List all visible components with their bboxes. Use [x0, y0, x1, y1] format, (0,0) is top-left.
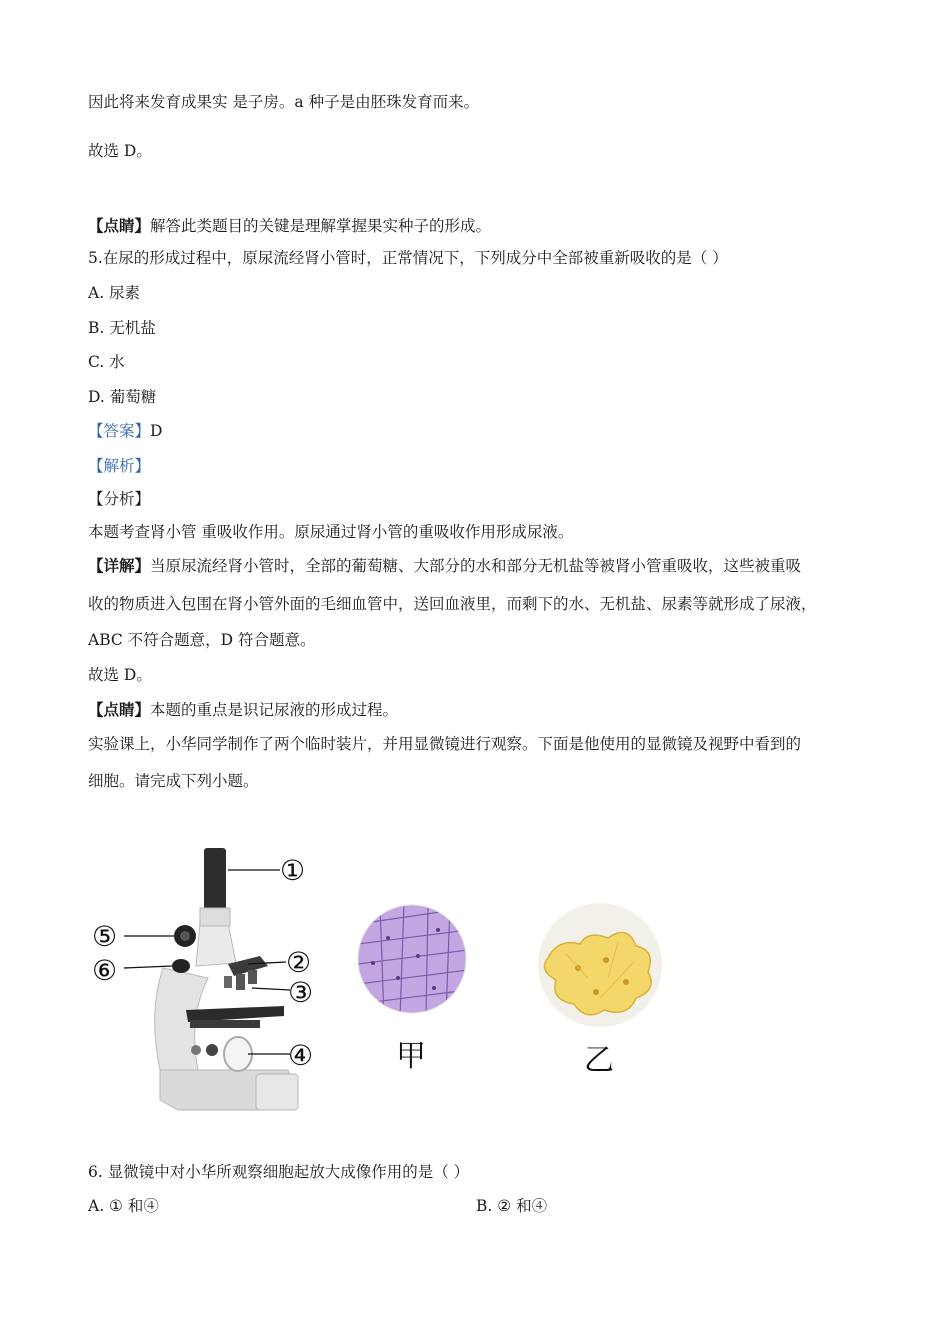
cheek-cells-image: [538, 903, 662, 1027]
microscope-figure: [88, 838, 678, 1118]
label-1: ①: [280, 854, 306, 887]
intro-1: 实验课上，小华同学制作了两个临时装片，并用显微镜进行观察。下面是他使用的显微镜及视野中看到的: [88, 735, 802, 753]
detail-2: 收的物质进入包围在肾小管外面的毛细血管中，送回血液里，而剩下的水、无机盐、尿素等就形成了尿液，: [88, 595, 817, 613]
option-d: D. 葡萄糖: [88, 388, 157, 406]
answer-value: D: [150, 422, 163, 440]
microscope-illustration: [124, 848, 298, 1110]
option-a: A. 尿素: [88, 284, 141, 302]
option-b: B. 无机盐: [88, 319, 156, 337]
caption-yi: 乙: [584, 1043, 614, 1078]
answer-line: [88, 421, 162, 441]
answer-label: 【答案】: [88, 422, 151, 440]
intro-2: 细胞。请完成下列小题。: [88, 772, 259, 790]
label-6: ⑥: [92, 954, 118, 987]
analysis-sub: 【分析】: [88, 490, 151, 508]
analysis-heading: 【解析】: [88, 457, 151, 475]
line-2: 故选 D。: [88, 142, 152, 160]
q6-option-b: B. ② 和④: [476, 1197, 548, 1215]
line-3: 【点睛】解答此类题目的关键是理解掌握果实种子的形成。: [88, 216, 492, 235]
label-4: ④: [288, 1039, 314, 1072]
question-5: 5.在尿的形成过程中，原尿流经肾小管时，正常情况下，下列成分中全部被重新吸收的是（ ）: [88, 249, 728, 267]
caption-jia: 甲: [396, 1039, 426, 1074]
label-5: ⑤: [92, 920, 118, 953]
line-1: 因此将来发育成果实 是子房。a 种子是由胚珠发育而来。: [88, 93, 480, 111]
option-c: C. 水: [88, 353, 125, 371]
line-12: 本题考查肾小管 重吸收作用。原尿通过肾小管的重吸收作用形成尿液。: [88, 523, 574, 541]
line-17: 【点睛】本题的重点是识记尿液的形成过程。: [88, 700, 399, 719]
detail-1: 【详解】当原尿流经肾小管时，全部的葡萄糖、大部分的水和部分无机盐等被肾小管重吸收，这些被重吸: [88, 556, 802, 575]
label-3: ③: [288, 976, 314, 1009]
line-16: 故选 D。: [88, 666, 152, 684]
label-2: ②: [286, 946, 312, 979]
question-6: 6. 显微镜中对小华所观察细胞起放大成像作用的是（ ）: [88, 1163, 470, 1181]
q6-option-a: A. ① 和④: [88, 1197, 159, 1215]
detail-3: ABC 不符合题意，D 符合题意。: [88, 631, 316, 649]
